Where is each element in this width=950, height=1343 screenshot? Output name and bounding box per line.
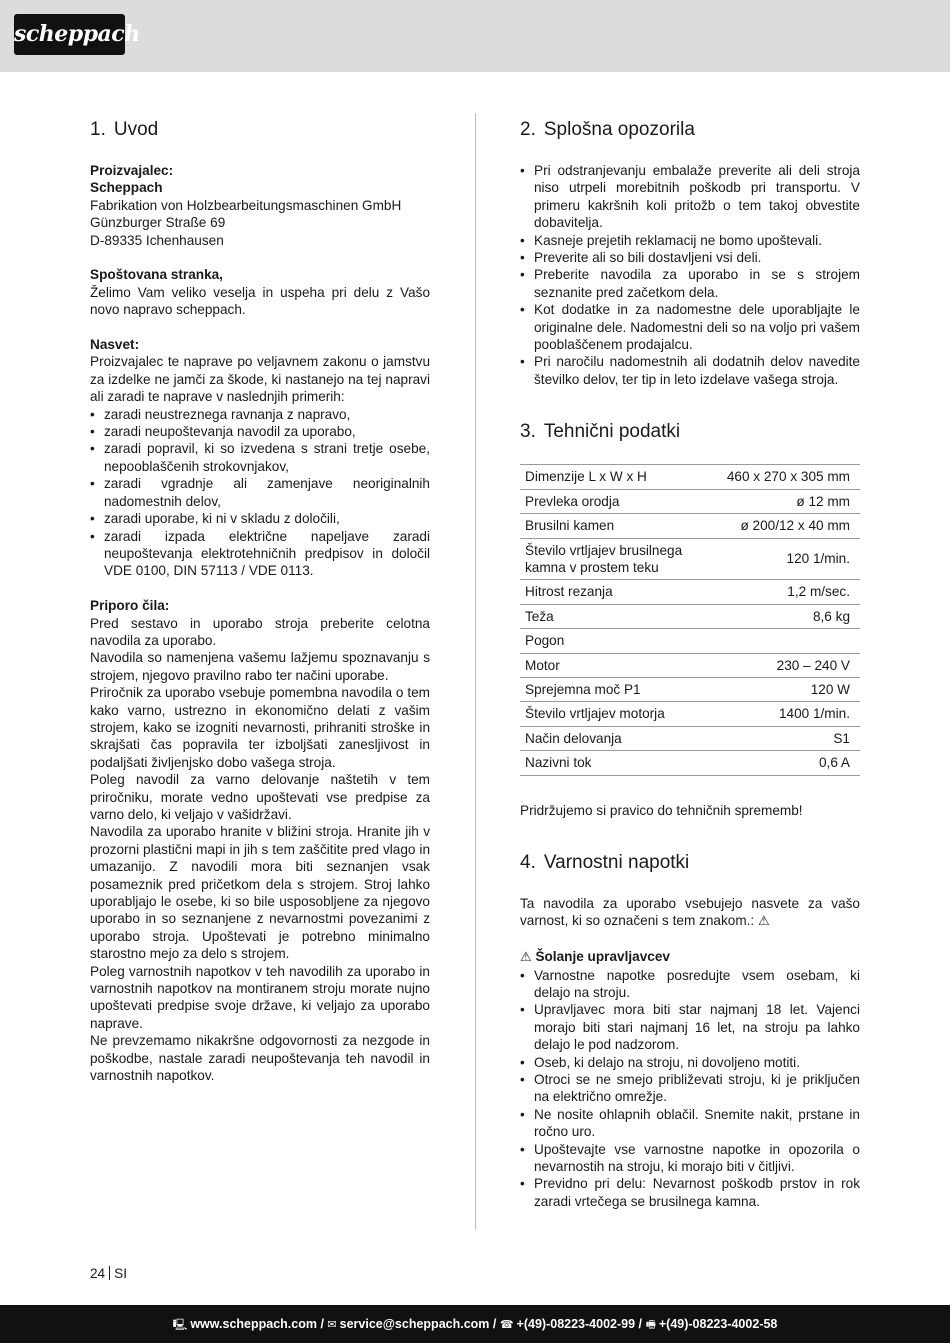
footer-fax: +(49)-08223-4002-58 [658,1317,778,1331]
mail-icon: ✉ [327,1318,337,1331]
footer-web: www.scheppach.com / [190,1317,324,1331]
manufacturer-name: Scheppach [90,180,163,196]
scheppach-logo: scheppach [14,14,125,55]
general-warnings-list [520,162,860,388]
page-number: 24 SI [90,1266,127,1281]
table-row: Način delovanja S1 [520,726,860,750]
list-item: • zaradi neustreznega ravnanja z napravo, [90,406,430,423]
list-item: • Oseb, ki delajo na stroju, ni dovoljeno motiti. [520,1054,860,1071]
manufacturer-line: Fabrikation von Holzbearbeitungsmaschinen GmbH [90,197,402,213]
manufacturer-label: Proizvajalec: [90,163,174,178]
recommendation-paragraph: Navodila za uporabo hranite v bližini stroja. Hranite jih v prozorni plastični mapi in jih s tem zaščitite pred vlago in umazanijo. Z navodili mora biti seznanjen vsak posameznik pred pričetkom dela s strojem. Stroj lahko uporabljajo le osebe, ki so bile usposobljene za njegovo uporabo in so seznanjene z nevarnostmi povezanimi z uporabo stroja. Upoštevati je potrebno minimalno starostno mejo za delo s strojem. [90,824,430,962]
footer-email: service@scheppach.com / [339,1317,497,1331]
manufacturer-line: D-89335 Ichenhausen [90,232,224,248]
table-row: Prevleka orodja ø 12 mm [520,489,860,513]
list-item: • Kot dodatke in za nadomestne dele uporabljajte le originalne dele. Nadomestni deli so na voljo pri vašem pooblaščenem prodajalcu. [520,301,860,353]
safety-intro: Ta navodila za uporabo vsebujejo nasvete za vašo varnost, ki so označeni s tem znakom.: ⚠ [520,895,860,930]
advice-list [90,406,430,580]
right-column [520,118,860,1210]
list-item: • zaradi neupoštevanja navodil za uporabo, [90,423,430,440]
tech-changes-note: Pridržujemo si pravico do tehničnih sprememb! [520,802,803,818]
spec-table [520,464,860,775]
left-column [90,118,430,1084]
section-1-title: 1. Uvod [90,119,159,140]
computer-icon: 🖳 [172,1318,188,1331]
greeting-label: Spoštovana stranka, [90,267,223,283]
operator-training-heading: ⚠ Šolanje upravljavcev [520,949,670,966]
list-item: • Ne nosite ohlapnih oblačil. Snemite nakit, prstane in ročno uro. [520,1106,860,1141]
list-item: • zaradi izpada električne napeljave zaradi neupoštevanja elektrotehničnih predpisov in določil VDE 0100, DIN 57113 / VDE 0113. [90,528,430,580]
list-item: • zaradi vgradnje ali zamenjave neoriginalnih nadomestnih delov, [90,475,430,510]
greeting-text: Želimo Vam veliko veselja in uspeha pri delu z Vašo novo napravo scheppach. [90,284,430,318]
safety-list [520,967,860,1211]
list-item: • Otroci se ne smejo približevati stroju, ki je priključen na električno omrežje. [520,1071,860,1106]
table-row: Nazivni tok 0,6 A [520,751,860,775]
recommendation-paragraph: Poleg navodil za varno delovanje naštetih v tem priročniku, morate vedno upoštevati vse predpise za varno delo, ki veljajo v vašidržavi. [90,772,430,822]
header-band [0,0,950,72]
table-row: Teža 8,6 kg [520,604,860,628]
list-item: • zaradi popravil, ki so izvedena s strani tretje osebe, nepooblaščenih strokovnjakov, [90,440,430,475]
phone-icon: ☎ [499,1318,514,1331]
list-item: • Varnostne napotke posredujte vsem osebam, ki delajo na stroju. [520,967,860,1002]
table-row: Hitrost rezanja 1,2 m/sec. [520,580,860,604]
list-item: • Preverite ali so bili dostavljeni vsi deli. [520,249,860,266]
list-item: • Kasneje prejetih reklamacij ne bomo upoštevali. [520,232,860,249]
section-2-title: 2. Splošna opozorila [520,119,695,140]
column-divider [475,113,476,1230]
recommendation-paragraph: Poleg varnostnih napotkov v teh navodilih za uporabo in varnostnih napotkov na montiranem stroju morate nujno upoštevati predpise svoje države, ki veljajo za uporabo naprave. [90,963,430,1031]
advice-label: Nasvet: [90,337,140,353]
table-row: Brusilni kamen ø 200/12 x 40 mm [520,514,860,538]
warning-triangle-icon: ⚠ [758,914,770,930]
section-4-title: 4. Varnostni napotki [520,851,690,873]
recommendation-paragraph: Priročnik za uporabo vsebuje pomembna navodila o tem kako varno, ustrezno in ekonomično delati z vašim strojem, kako se izogniti nevarnosti, prihraniti stroške in skrajšati čas popravila ter izboljšati zanesljivost in podaljšati življenjsko dobo vašega stroja. [90,685,430,770]
manufacturer-line: Günzburger Straße 69 [90,215,226,231]
table-row: Dimenzije L x W x H 460 x 270 x 305 mm [520,465,860,489]
advice-text: Proizvajalec te naprave po veljavnem zakonu o jamstvu za izdelke ne jamči za škode, ki nastanejo na tej napravi ali zaradi te naprave v naslednjih primerih: [90,354,430,405]
table-row: Motor 230 – 240 V [520,653,860,677]
footer-bar [0,1305,950,1343]
list-item: • Upoštevajte vse varnostne napotke in opozorila o nevarnostih na stroju, ki morajo biti v čitljivi. [520,1141,860,1176]
recommendation-paragraph: Navodila so namenjena vašemu lažjemu spoznavanju s strojem, njegovo pravilno rabo ter načini uporabe. [90,650,430,683]
fax-icon: 🖷 [645,1318,656,1331]
list-item: • Pri naročilu nadomestnih ali dodatnih delov navedite številko delov, ter tip in leto izdelave vašega stroja. [520,353,860,388]
list-item: • Previdno pri delu: Nevarnost poškodb prstov in rok zaradi vrtečega se brusilnega kamna. [520,1175,860,1210]
table-row: Število vrtljajev motorja 1400 1/min. [520,702,860,726]
list-item: • Preberite navodila za uporabo in se s strojem seznanite pred začetkom dela. [520,266,860,301]
recommendation-paragraph: Pred sestavo in uporabo stroja preberite celotna navodila za uporabo. [90,615,430,648]
table-row: Pogon [520,629,860,653]
recommendation-paragraph: Ne prevzemamo nikakršne odgovornosti za nezgode in poškodbe, nastale zaradi neupoštevanja teh navodil in varnostnih napotkov. [90,1033,430,1084]
list-item: • Pri odstranjevanju embalaže preverite ali deli stroja niso utrpeli morebitnih poškodb pri transportu. V primeru kakršnih koli pritožb o tem takoj obvestite dobavitelja. [520,162,860,232]
list-item: • Upravljavec mora biti star najmanj 18 let. Vajenci morajo biti stari najmanj 16 let, na stroju pa lahko delajo le pod nadzorom. [520,1001,860,1053]
table-row: Število vrtljajev brusilnega kamna v prostem teku 120 1/min. [520,538,860,580]
section-3-title: 3. Tehnični podatki [520,421,681,443]
list-item: • zaradi uporabe, ki ni v skladu z določili, [90,510,430,527]
recommendation-label: Priporo čila: [90,598,170,614]
warning-triangle-icon: ⚠ [520,950,532,966]
table-row: Sprejemna moč P1 120 W [520,677,860,701]
footer-phone: +(49)-08223-4002-99 / [516,1317,642,1331]
